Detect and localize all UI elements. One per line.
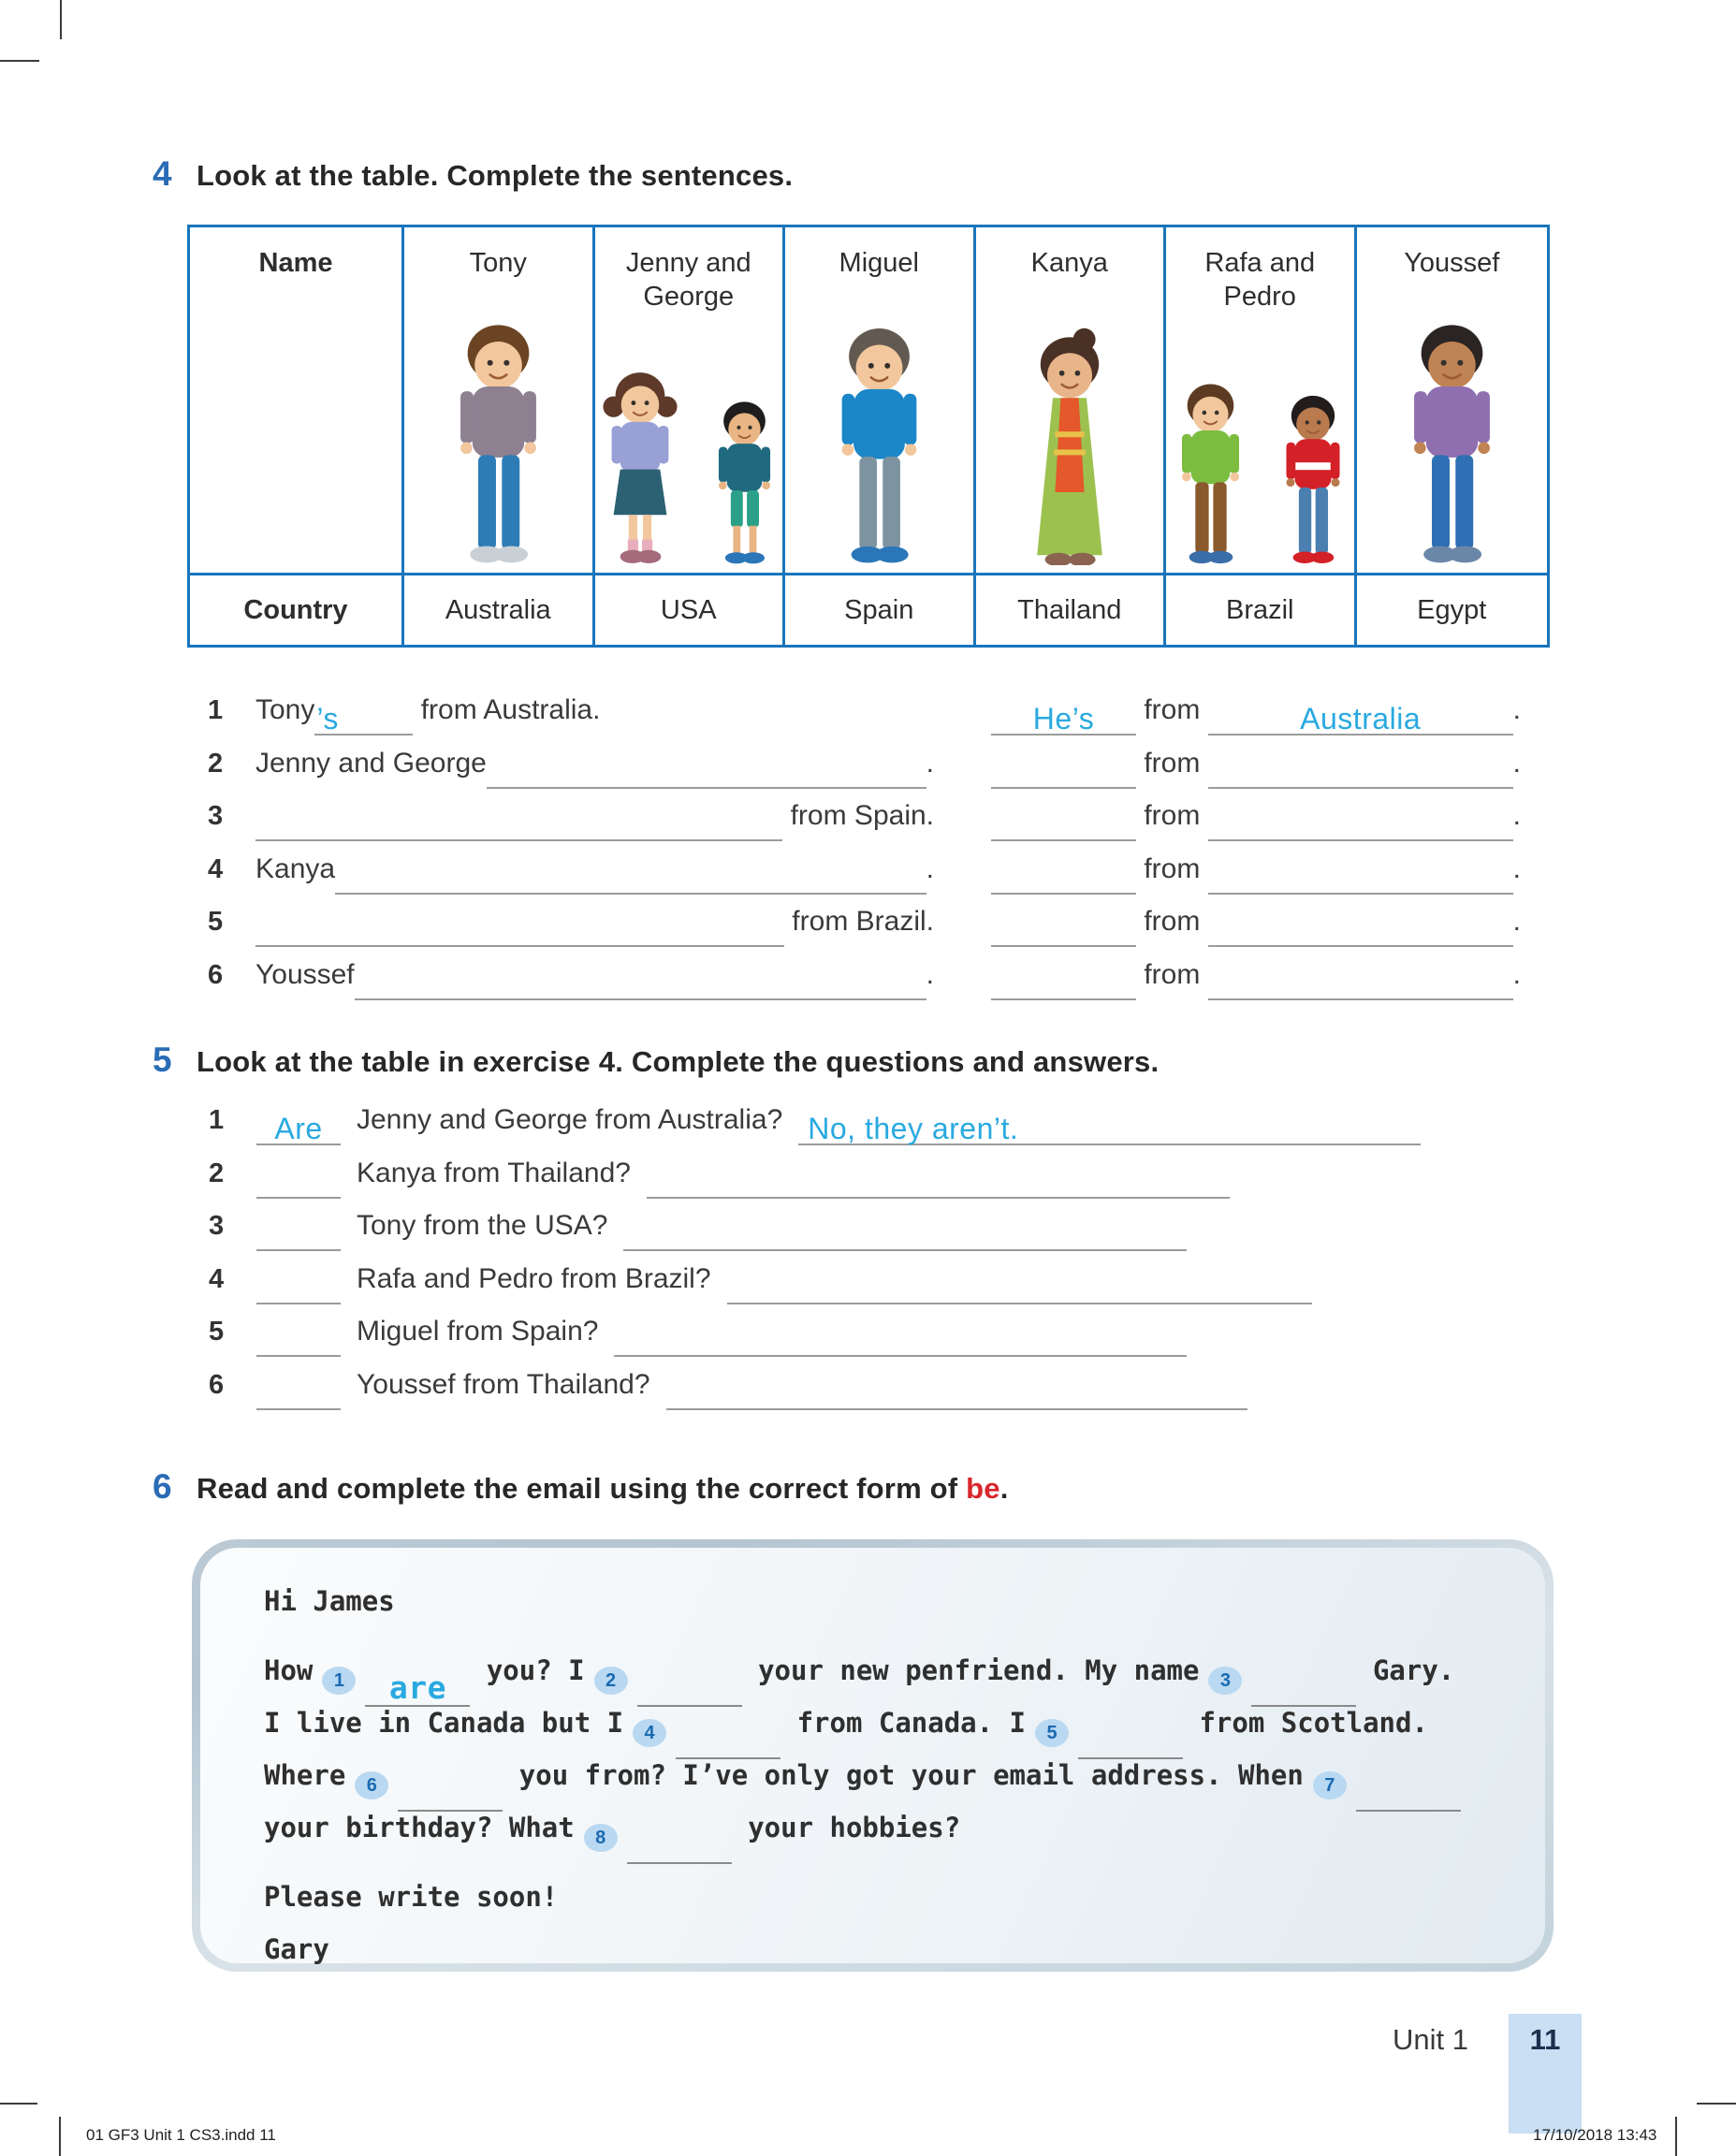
exercise4-heading	[153, 154, 793, 194]
table-country-cell	[785, 575, 976, 645]
email-text: How	[264, 1654, 314, 1686]
crop-mark-top-left-v	[60, 0, 62, 39]
character-name: Miguel	[839, 248, 919, 278]
table-character-cell	[595, 227, 786, 575]
sentence-text: from	[1136, 748, 1208, 779]
question-text: Jenny and George from Australia?	[357, 1104, 783, 1135]
question-blank[interactable]	[256, 1163, 341, 1199]
table-character-cell	[1357, 227, 1548, 575]
page-number: 11	[1529, 2023, 1561, 2056]
sentence-text: .	[1512, 694, 1521, 725]
question-text: Kanya from Thailand?	[357, 1158, 631, 1188]
country-name: Brazil	[1225, 594, 1294, 625]
sentence-text: from	[1136, 694, 1208, 725]
crop-mark-bottom-left-v	[59, 2117, 61, 2156]
handwritten-answer: He’s	[1032, 702, 1095, 736]
ex5-item	[209, 1158, 1230, 1199]
exercise6-title-prefix: Read and complete the email using the correct form of	[197, 1472, 967, 1505]
character-illustration	[815, 314, 943, 565]
answer-blank[interactable]	[255, 911, 784, 947]
answer-blank[interactable]	[314, 700, 413, 736]
email-text-line	[264, 1707, 1545, 1759]
answer-blank[interactable]	[991, 859, 1136, 895]
sentence-text: Tony	[255, 694, 315, 725]
email-blank[interactable]	[365, 1669, 470, 1707]
answer-blank[interactable]	[623, 1216, 1187, 1251]
table-country-cell	[1357, 575, 1548, 645]
sentence-text: Jenny and George	[255, 748, 487, 779]
answer-blank[interactable]	[727, 1269, 1312, 1304]
item-number: 2	[208, 749, 224, 779]
email-text-line	[264, 1812, 1545, 1864]
answer-blank[interactable]	[1208, 806, 1513, 841]
email-body	[264, 1654, 1545, 1864]
email-text: your hobbies?	[731, 1812, 961, 1843]
exercise6-title-suffix: .	[999, 1472, 1009, 1505]
sentence-text: .	[1512, 800, 1521, 831]
ex4-sentence-left	[208, 959, 934, 1000]
blank-number-badge: 1	[322, 1667, 356, 1695]
sentence-text: Kanya	[255, 853, 336, 884]
answer-blank[interactable]	[1208, 965, 1513, 1000]
question-blank[interactable]	[256, 1269, 341, 1304]
answer-blank[interactable]	[991, 700, 1136, 736]
character-illustration	[1267, 386, 1357, 565]
handwritten-answer: ’s	[316, 702, 339, 736]
answer-blank[interactable]	[991, 965, 1136, 1000]
sentence-text: .	[1512, 853, 1521, 884]
sentence-text: from Spain.	[782, 800, 934, 831]
character-illustration	[433, 311, 563, 565]
handwritten-answer: are	[388, 1669, 446, 1706]
question-text: Rafa and Pedro from Brazil?	[357, 1263, 711, 1294]
blank-number-badge: 7	[1313, 1771, 1347, 1799]
ex4-sentence-left	[208, 694, 934, 736]
ex4-sentence-left	[208, 906, 934, 947]
sentence-text: from	[1136, 906, 1208, 937]
ex4-sentence-left	[208, 748, 934, 789]
sentence-text: .	[926, 853, 934, 884]
ex5-item	[209, 1210, 1187, 1251]
ex4-sentence-right	[991, 694, 1521, 736]
answer-blank[interactable]	[991, 806, 1136, 841]
ex4-sentence-right	[991, 959, 1521, 1000]
answer-blank[interactable]	[1208, 911, 1513, 947]
answer-blank[interactable]	[255, 806, 782, 841]
question-text: Tony from the USA?	[357, 1210, 608, 1241]
email-text-line	[264, 1759, 1545, 1812]
exercise5-title: Look at the table in exercise 4. Complete the questions and answers.	[197, 1045, 1160, 1078]
crop-mark-bottom-right-v	[1675, 2117, 1677, 2156]
exercise6-number: 6	[153, 1467, 172, 1506]
character-figures	[815, 280, 943, 573]
sentence-text: .	[1512, 906, 1521, 937]
email-panel-inner	[200, 1548, 1545, 1963]
crop-mark-top-left-h	[0, 60, 39, 62]
question-blank[interactable]	[256, 1375, 341, 1410]
ex4-sentence-left	[208, 853, 934, 895]
email-text: I live in Canada but I	[264, 1707, 624, 1739]
email-blank[interactable]	[398, 1774, 503, 1812]
page-number-tab	[1509, 2014, 1582, 2134]
unit-label: Unit 1	[1393, 2023, 1468, 2056]
sentence-text: .	[926, 748, 934, 779]
character-figures	[1387, 280, 1517, 573]
exercise6-title	[197, 1472, 1009, 1506]
character-illustration	[595, 361, 693, 565]
table-header-name: Name	[258, 248, 333, 278]
email-text-line	[264, 1654, 1545, 1707]
answer-blank[interactable]	[991, 753, 1136, 789]
character-name: Kanya	[1030, 248, 1108, 278]
answer-blank[interactable]	[335, 859, 926, 895]
handwritten-answer: Are	[274, 1112, 323, 1145]
email-blank[interactable]	[676, 1722, 780, 1759]
question-blank[interactable]	[256, 1216, 341, 1251]
blank-number-badge: 5	[1035, 1719, 1069, 1747]
sentence-text: from Australia.	[413, 694, 601, 725]
ex5-item	[209, 1104, 1421, 1145]
email-text: from Canada. I	[780, 1707, 1027, 1739]
character-illustration	[1008, 324, 1131, 565]
sentence-text: .	[1512, 748, 1521, 779]
character-figures	[595, 313, 786, 573]
character-name: Jenny and George	[625, 248, 751, 312]
email-blank[interactable]	[1251, 1669, 1356, 1707]
item-number: 1	[209, 1105, 225, 1135]
ex5-item	[209, 1369, 1247, 1410]
question-blank[interactable]	[256, 1110, 341, 1145]
answer-blank[interactable]	[666, 1375, 1247, 1410]
table-character-cell	[785, 227, 976, 575]
character-illustration	[700, 392, 785, 565]
exercise6-title-highlight: be	[966, 1472, 1000, 1505]
blank-number-badge: 8	[584, 1824, 618, 1852]
country-name: Australia	[445, 594, 551, 625]
ex4-sentence-right	[991, 853, 1521, 895]
answer-blank[interactable]	[1208, 859, 1513, 895]
email-blank[interactable]	[637, 1669, 742, 1707]
item-number: 1	[208, 695, 224, 725]
character-figures	[1166, 313, 1357, 573]
country-name: Egypt	[1417, 594, 1487, 625]
crop-mark-bottom-left-h	[0, 2103, 37, 2105]
item-number: 6	[209, 1370, 225, 1400]
item-number: 3	[209, 1211, 225, 1241]
sentence-text: Youssef	[255, 959, 355, 990]
character-figures	[433, 280, 563, 573]
answer-blank[interactable]	[1208, 753, 1513, 789]
country-name: USA	[660, 594, 717, 625]
email-text: your birthday? What	[264, 1812, 575, 1843]
print-file-info: 01 GF3 Unit 1 CS3.indd 11	[86, 2126, 276, 2144]
blank-number-badge: 2	[594, 1667, 628, 1695]
answer-blank[interactable]	[991, 911, 1136, 947]
exercise4-title: Look at the table. Complete the sentences.	[197, 159, 794, 192]
blank-number-badge: 4	[633, 1719, 666, 1747]
answer-blank[interactable]	[487, 753, 926, 789]
email-blank[interactable]	[627, 1827, 732, 1864]
item-number: 6	[208, 960, 224, 990]
email-text: from Scotland.	[1183, 1707, 1428, 1739]
email-text: you from? I’ve only got your email address. When	[503, 1759, 1304, 1791]
question-text: Youssef from Thailand?	[357, 1369, 650, 1400]
table-character-cell	[1166, 227, 1357, 575]
table-country-cell	[1166, 575, 1357, 645]
blank-number-badge: 6	[355, 1771, 388, 1799]
crop-mark-bottom-right-h	[1697, 2103, 1736, 2105]
sentence-text: from	[1136, 959, 1208, 990]
print-timestamp: 17/10/2018 13:43	[1533, 2126, 1657, 2144]
answer-blank[interactable]	[1208, 700, 1513, 736]
table-character-cell	[404, 227, 595, 575]
table-character-cell	[976, 227, 1167, 575]
email-greeting: Hi James	[264, 1585, 395, 1617]
country-name: Thailand	[1017, 594, 1122, 625]
email-closing: Please write soon!	[264, 1881, 559, 1913]
answer-blank[interactable]	[798, 1110, 1421, 1145]
item-number: 3	[208, 801, 224, 831]
email-panel	[192, 1539, 1554, 1972]
item-number: 5	[209, 1317, 225, 1347]
email-blank[interactable]	[1356, 1774, 1461, 1812]
question-blank[interactable]	[256, 1321, 341, 1357]
sentence-text: .	[1512, 959, 1521, 990]
character-illustration	[1387, 311, 1517, 565]
table-country-cell	[404, 575, 595, 645]
email-text: Gary.	[1356, 1654, 1455, 1686]
table-country-label: Country	[243, 594, 348, 625]
country-name: Spain	[844, 594, 914, 625]
character-illustration	[1166, 373, 1260, 565]
email-text: you? I	[470, 1654, 585, 1686]
ex4-sentence-left	[208, 800, 934, 841]
ex4-sentence-right	[991, 906, 1521, 947]
exercise5-heading	[153, 1041, 1159, 1080]
item-number: 2	[209, 1158, 225, 1188]
exercise4-number: 4	[153, 154, 172, 193]
table-header-name-cell	[190, 227, 404, 575]
handwritten-answer: No, they aren’t.	[808, 1112, 1019, 1145]
answer-blank[interactable]	[647, 1163, 1230, 1199]
character-name: Youssef	[1404, 248, 1500, 278]
handwritten-answer: Australia	[1300, 702, 1422, 736]
item-number: 4	[209, 1264, 225, 1294]
sentence-text: from	[1136, 853, 1208, 884]
character-name: Tony	[469, 248, 527, 278]
answer-blank[interactable]	[355, 965, 926, 1000]
exercise5-number: 5	[153, 1041, 172, 1079]
email-signature: Gary	[264, 1933, 329, 1965]
sentence-text: .	[926, 959, 934, 990]
table-country-cell	[976, 575, 1167, 645]
email-text: your new penfriend. My name	[741, 1654, 1200, 1686]
ex4-sentence-right	[991, 800, 1521, 841]
ex5-item	[209, 1263, 1312, 1304]
question-text: Miguel from Spain?	[357, 1316, 599, 1347]
table-country-cell	[595, 575, 786, 645]
sentence-text: from	[1136, 800, 1208, 831]
sentence-text: from Brazil.	[783, 906, 934, 937]
item-number: 5	[208, 907, 224, 937]
table-country-label-cell	[190, 575, 404, 645]
email-blank[interactable]	[1078, 1722, 1183, 1759]
ex4-sentence-right	[991, 748, 1521, 789]
exercise6-heading	[153, 1467, 1009, 1507]
item-number: 4	[208, 854, 224, 884]
character-figures	[1008, 280, 1131, 573]
answer-blank[interactable]	[614, 1321, 1187, 1357]
blank-number-badge: 3	[1208, 1667, 1242, 1695]
exercise4-table	[187, 225, 1550, 648]
ex5-item	[209, 1316, 1187, 1357]
character-name: Rafa and Pedro	[1204, 248, 1316, 312]
email-text: Where	[264, 1759, 346, 1791]
